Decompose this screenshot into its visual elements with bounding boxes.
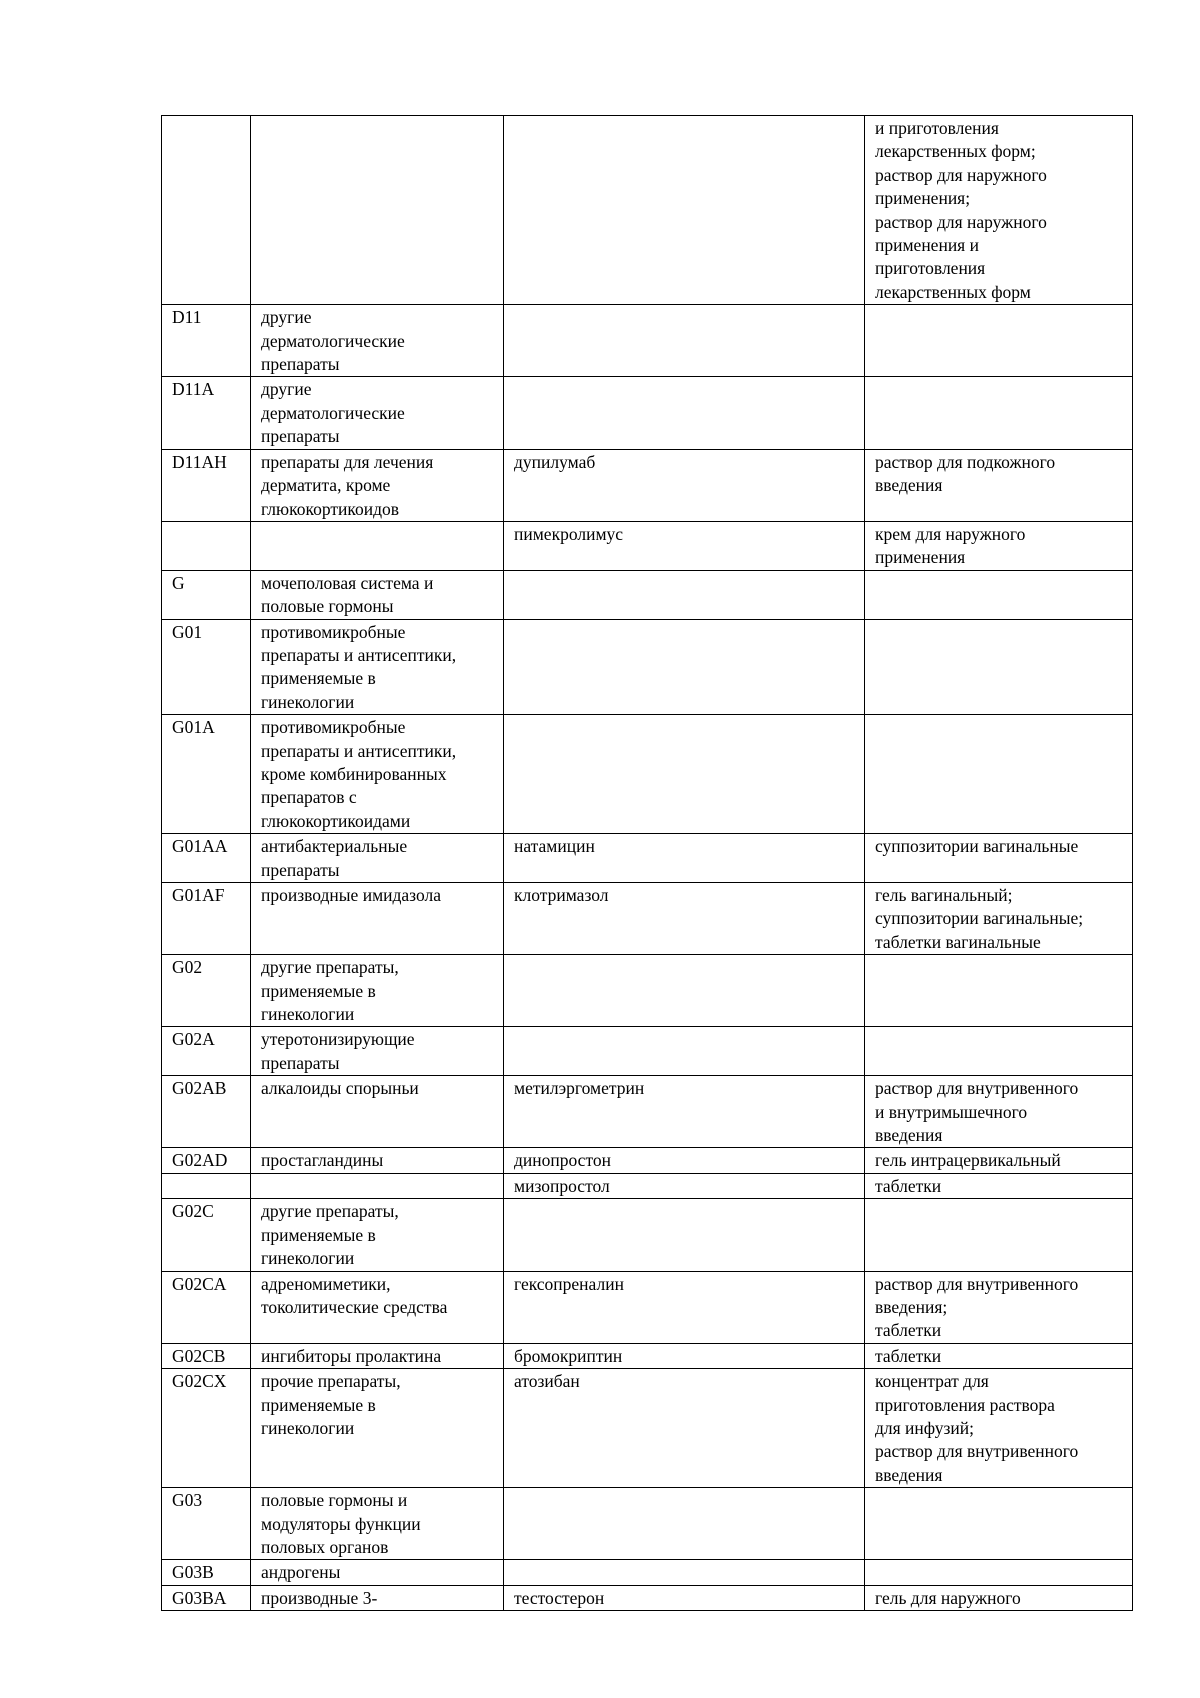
cell-code: G02AD — [162, 1148, 251, 1173]
cell-code: G01AF — [162, 883, 251, 955]
cell-form — [865, 715, 1133, 834]
cell-code — [162, 116, 251, 305]
cell-code: G02CA — [162, 1271, 251, 1343]
cell-group: препараты для лечения дерматита, кроме глюкокортикоидов — [251, 449, 504, 521]
cell-group: утеротонизирующие препараты — [251, 1027, 504, 1076]
cell-form: раствор для внутривенного и внутримышечного введения — [865, 1076, 1133, 1148]
cell-form — [865, 955, 1133, 1027]
cell-code: G01A — [162, 715, 251, 834]
cell-form — [865, 619, 1133, 715]
cell-substance: мизопростол — [504, 1173, 865, 1198]
cell-form — [865, 1488, 1133, 1560]
cell-group: простагландины — [251, 1148, 504, 1173]
cell-substance: дупилумаб — [504, 449, 865, 521]
table-row — [162, 1560, 1133, 1585]
cell-substance: метилэргометрин — [504, 1076, 865, 1148]
table-row — [162, 305, 1133, 377]
cell-code: D11AH — [162, 449, 251, 521]
table-row — [162, 377, 1133, 449]
cell-group: другие дерматологические препараты — [251, 377, 504, 449]
table-row — [162, 1199, 1133, 1271]
table-row — [162, 1271, 1133, 1343]
table-row — [162, 1027, 1133, 1076]
cell-code: G02CB — [162, 1343, 251, 1368]
cell-group: алкалоиды спорыньи — [251, 1076, 504, 1148]
cell-code: G02C — [162, 1199, 251, 1271]
cell-code: D11A — [162, 377, 251, 449]
cell-group: другие препараты, применяемые в гинекологии — [251, 1199, 504, 1271]
table-row — [162, 715, 1133, 834]
table-row — [162, 1369, 1133, 1488]
table-row — [162, 619, 1133, 715]
cell-substance — [504, 1027, 865, 1076]
cell-group: другие препараты, применяемые в гинекологии — [251, 955, 504, 1027]
cell-form: раствор для внутривенного введения; таблетки — [865, 1271, 1133, 1343]
cell-form — [865, 1560, 1133, 1585]
table-row — [162, 449, 1133, 521]
cell-substance: натамицин — [504, 834, 865, 883]
table-row — [162, 955, 1133, 1027]
cell-group: противомикробные препараты и антисептики, применяемые в гинекологии — [251, 619, 504, 715]
cell-form: таблетки — [865, 1173, 1133, 1198]
cell-substance — [504, 570, 865, 619]
cell-code: G03BA — [162, 1585, 251, 1610]
cell-substance: бромокриптин — [504, 1343, 865, 1368]
cell-group: противомикробные препараты и антисептики, кроме комбинированных препаратов с глюкокортикоидами — [251, 715, 504, 834]
cell-substance: пимекролимус — [504, 521, 865, 570]
cell-group: прочие препараты, применяемые в гинекологии — [251, 1369, 504, 1488]
cell-substance — [504, 116, 865, 305]
cell-form: и приготовления лекарственных форм; раствор для наружного применения; раствор для наружного применения и приготовления лекарственных форм — [865, 116, 1133, 305]
table-row — [162, 116, 1133, 305]
cell-substance — [504, 1560, 865, 1585]
cell-group — [251, 116, 504, 305]
cell-code: G02A — [162, 1027, 251, 1076]
table-row — [162, 570, 1133, 619]
cell-substance: гексопреналин — [504, 1271, 865, 1343]
table-row — [162, 1488, 1133, 1560]
cell-code: G02AB — [162, 1076, 251, 1148]
cell-code: G03 — [162, 1488, 251, 1560]
cell-substance — [504, 1199, 865, 1271]
cell-code: G02CX — [162, 1369, 251, 1488]
cell-code — [162, 521, 251, 570]
table-row — [162, 1343, 1133, 1368]
cell-substance: атозибан — [504, 1369, 865, 1488]
cell-group: производные 3- — [251, 1585, 504, 1610]
cell-code: D11 — [162, 305, 251, 377]
cell-substance — [504, 305, 865, 377]
table-row — [162, 834, 1133, 883]
cell-form: крем для наружного применения — [865, 521, 1133, 570]
cell-code — [162, 1173, 251, 1198]
cell-form — [865, 570, 1133, 619]
drug-table-body — [162, 116, 1133, 1611]
cell-form — [865, 305, 1133, 377]
cell-group: половые гормоны и модуляторы функции половых органов — [251, 1488, 504, 1560]
cell-code: G01AA — [162, 834, 251, 883]
drug-table — [161, 115, 1133, 1611]
cell-group: андрогены — [251, 1560, 504, 1585]
cell-form: гель для наружного — [865, 1585, 1133, 1610]
cell-substance — [504, 955, 865, 1027]
cell-form: раствор для подкожного введения — [865, 449, 1133, 521]
cell-code: G03B — [162, 1560, 251, 1585]
cell-form: таблетки — [865, 1343, 1133, 1368]
cell-form — [865, 1027, 1133, 1076]
cell-group: мочеполовая система и половые гормоны — [251, 570, 504, 619]
table-row — [162, 1076, 1133, 1148]
cell-form — [865, 1199, 1133, 1271]
table-row — [162, 1585, 1133, 1610]
cell-substance — [504, 619, 865, 715]
cell-group: антибактериальные препараты — [251, 834, 504, 883]
cell-form: гель интрацервикальный — [865, 1148, 1133, 1173]
table-row — [162, 883, 1133, 955]
cell-form: гель вагинальный; суппозитории вагинальные; таблетки вагинальные — [865, 883, 1133, 955]
cell-group: ингибиторы пролактина — [251, 1343, 504, 1368]
table-row — [162, 1173, 1133, 1198]
cell-group — [251, 1173, 504, 1198]
cell-form — [865, 377, 1133, 449]
cell-code: G — [162, 570, 251, 619]
table-row — [162, 1148, 1133, 1173]
cell-code: G02 — [162, 955, 251, 1027]
cell-form: концентрат для приготовления раствора для инфузий; раствор для внутривенного введения — [865, 1369, 1133, 1488]
cell-substance — [504, 377, 865, 449]
cell-group: другие дерматологические препараты — [251, 305, 504, 377]
table-row — [162, 521, 1133, 570]
cell-substance: клотримазол — [504, 883, 865, 955]
cell-group — [251, 521, 504, 570]
cell-group: адреномиметики, токолитические средства — [251, 1271, 504, 1343]
cell-form: суппозитории вагинальные — [865, 834, 1133, 883]
cell-group: производные имидазола — [251, 883, 504, 955]
cell-substance: динопростон — [504, 1148, 865, 1173]
cell-substance: тестостерон — [504, 1585, 865, 1610]
cell-code: G01 — [162, 619, 251, 715]
cell-substance — [504, 715, 865, 834]
cell-substance — [504, 1488, 865, 1560]
